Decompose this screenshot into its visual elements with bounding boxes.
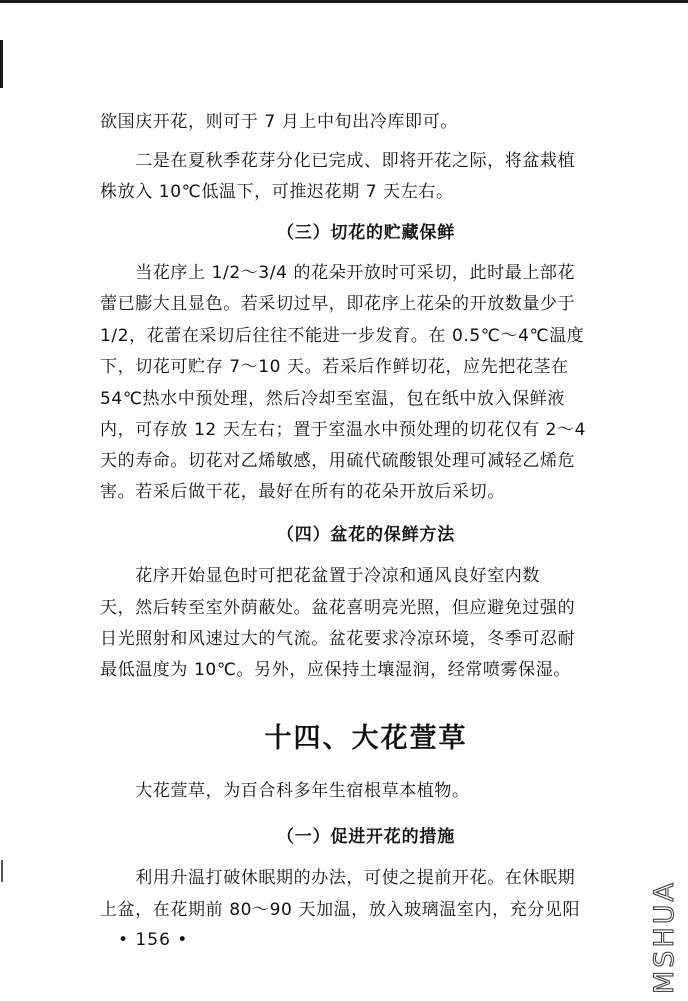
paragraph-line: 天，然后转至室外荫蔽处。盆花喜明亮光照，但应避免过强的 [100,598,576,618]
paragraph-line: 利用升温打破休眠期的办法，可使之提前开花。在休眠期 [100,868,576,888]
paragraph-line: 株放入 10℃低温下，可推迟花期 7 天左右。 [100,182,454,202]
paragraph-line: 当花序上 1/2～3/4 的花朵开放时可采切，此时最上部花 [100,263,576,283]
paragraph-line: 欲国庆开花，则可于 7 月上中旬出冷库即可。 [100,112,458,132]
paragraph-line: 天的寿命。切花对乙烯敏感，用硫代硫酸银处理可减轻乙烯危 [100,451,576,471]
paragraph-line: 最低温度为 10℃。另外，应保持土壤湿润，经常喷雾保湿。 [100,660,571,680]
watermark: MSHUA [649,880,680,994]
top-edge-rule [0,0,688,3]
paragraph-line: 日光照射和风速过大的气流。盆花要求冷凉环境，冬季可忍耐 [100,629,576,649]
page-number: • 156 • [118,930,189,950]
left-edge-mark [1,860,3,882]
paragraph-line: 54℃热水中预处理，然后冷却至室温，包在纸中放入保鲜液 [100,389,565,409]
paragraph-line: 二是在夏秋季花芽分化已完成、即将开花之际，将盆栽植 [100,151,576,171]
chapter-heading: 十四、大花萱草 [264,723,468,754]
section-heading: （三）切花的贮藏保鲜 [277,223,455,243]
paragraph-line: 害。若采后做干花，最好在所有的花朵开放后采切。 [100,482,505,502]
paragraph-line: 下，切花可贮存 7～10 天。若采后作鲜切花，应先把花茎在 [100,357,569,377]
paragraph-line: 蕾已膨大且显色。若采切过早，即花序上花朵的开放数量少于 [100,294,576,314]
left-edge-bar [0,40,3,88]
paragraph-line: 花序开始显色时可把花盆置于冷凉和通风良好室内数 [100,566,540,586]
paragraph-line: 大花萱草，为百合科多年生宿根草本植物。 [100,781,470,801]
paragraph-line: 上盆，在花期前 80～90 天加温，放入玻璃温室内，充分见阳 [100,900,581,920]
section-heading: （一）促进开花的措施 [277,827,455,847]
section-heading: （四）盆花的保鲜方法 [277,525,455,545]
paragraph-line: 1/2，花蕾在采切后往往不能进一步发育。在 0.5℃～4℃温度 [100,326,585,346]
paragraph-line: 内，可存放 12 天左右；置于室温水中预处理的切花仅有 2～4 [100,420,587,440]
